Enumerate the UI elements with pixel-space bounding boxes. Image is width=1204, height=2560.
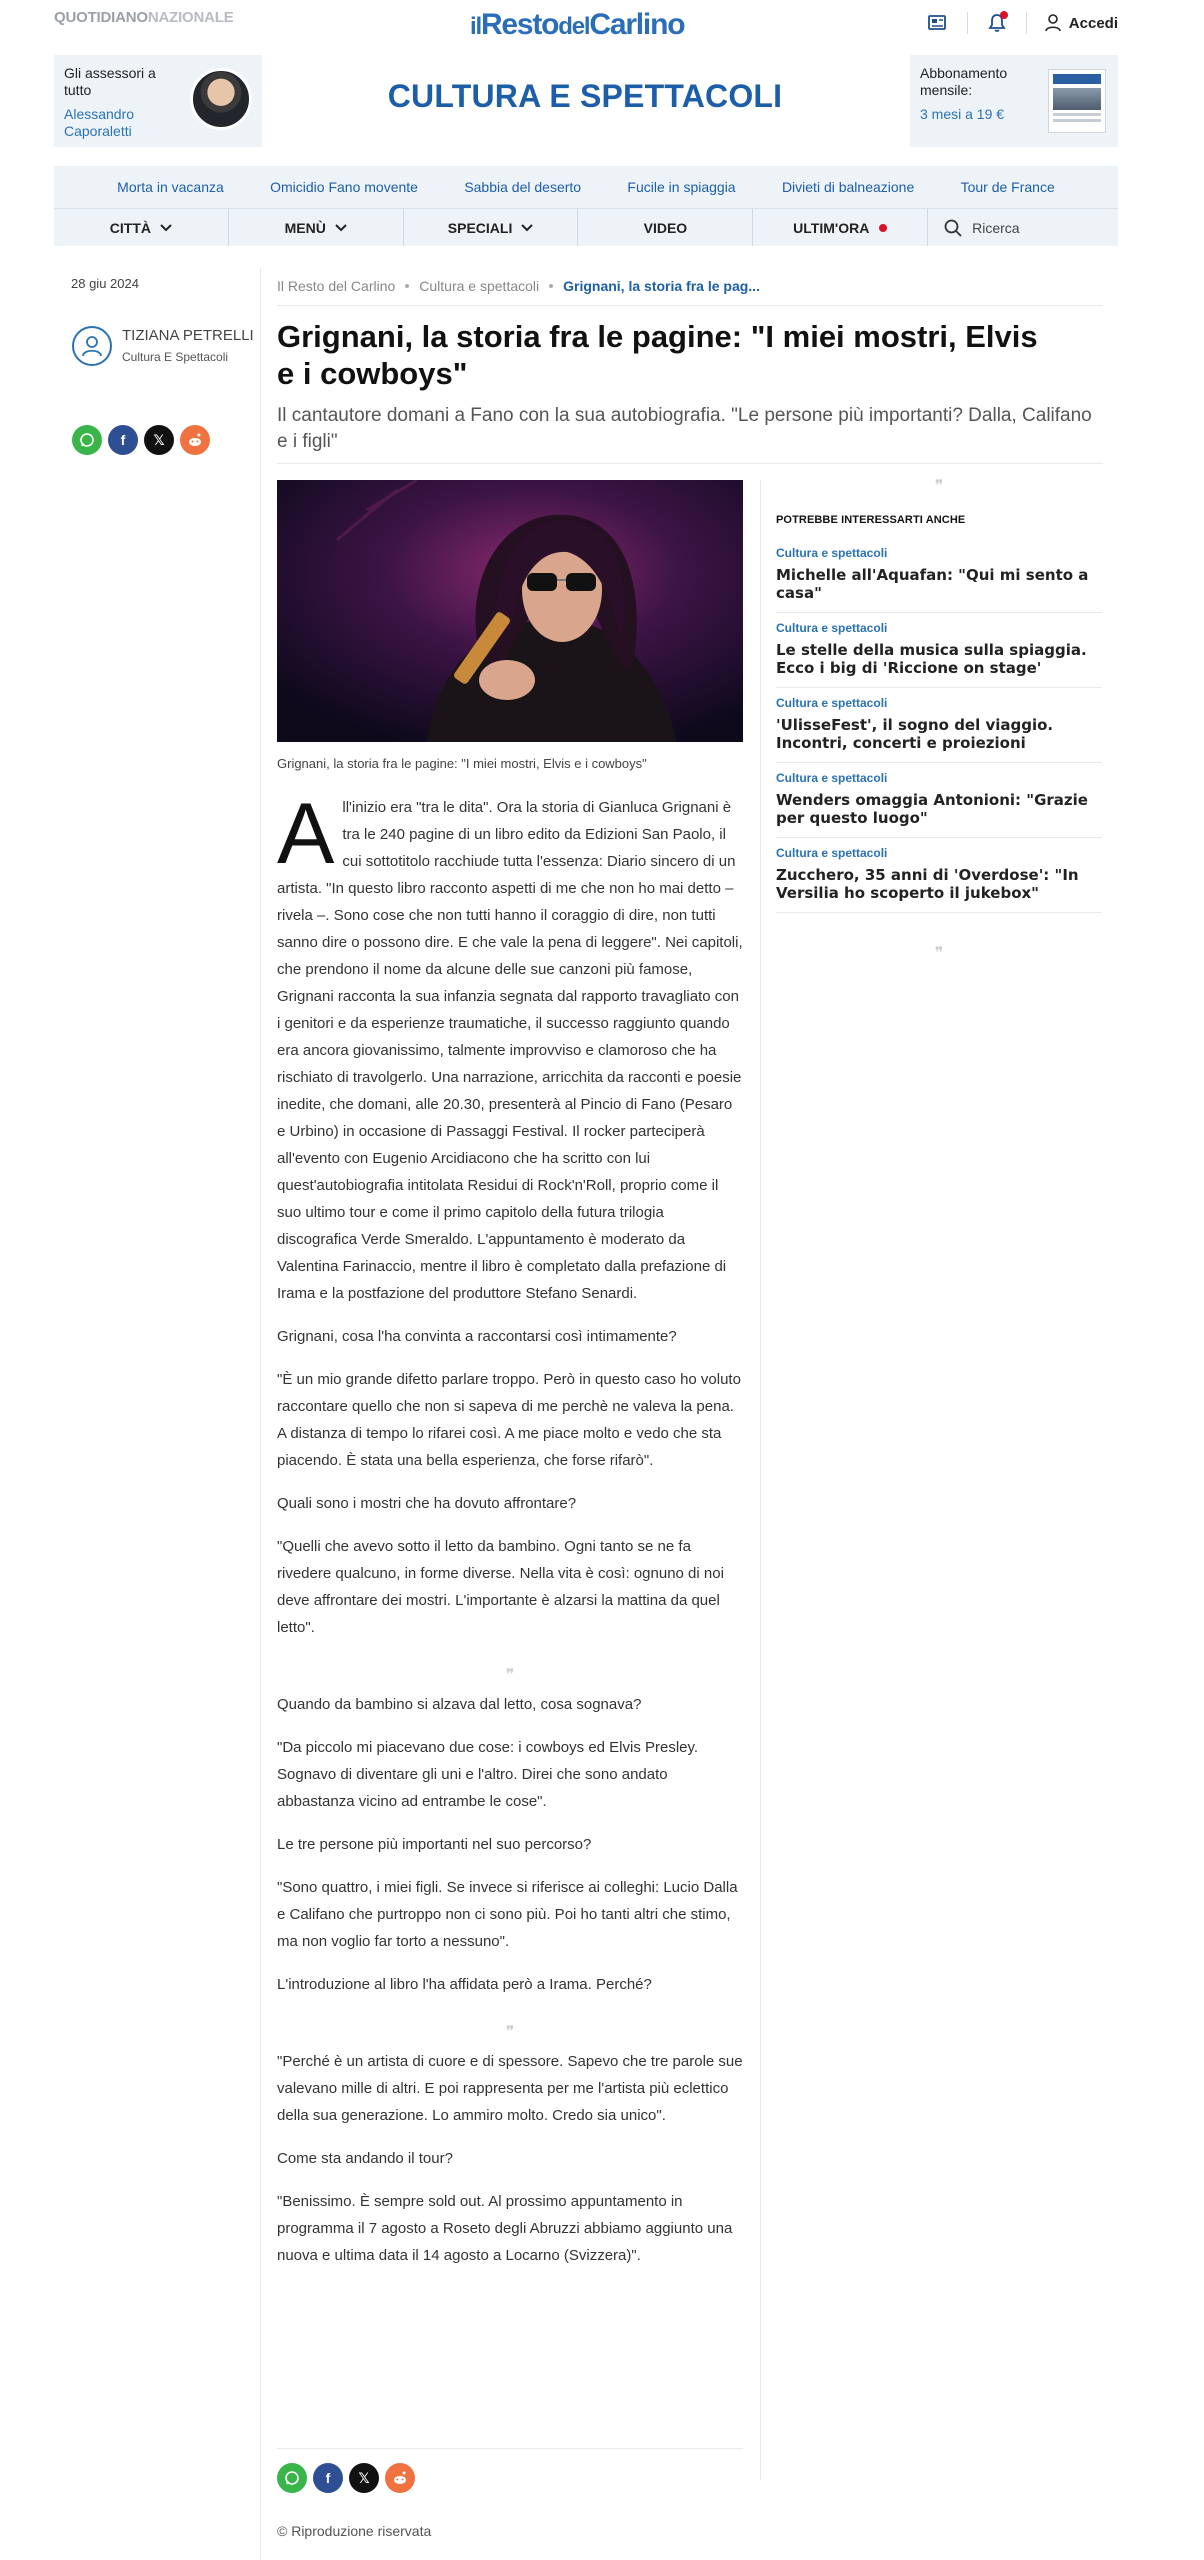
login-button[interactable]: Accedi <box>1045 14 1118 32</box>
article-headline: Grignani, la storia fra le pagine: "I miei mostri, Elvis e i cowboys" <box>277 319 1038 391</box>
ad-placeholder: ❞ <box>934 476 944 495</box>
related-article[interactable] <box>776 763 1102 838</box>
chevron-down-icon <box>160 224 172 232</box>
hot-topic-link[interactable]: Fucile in spiaggia <box>627 179 736 195</box>
reddit-icon <box>187 433 203 447</box>
related-category[interactable]: Cultura e spettacoli <box>776 771 888 785</box>
facebook-share-button[interactable] <box>313 2463 343 2493</box>
search-button[interactable]: Ricerca <box>928 209 1118 246</box>
related-sidebar <box>776 476 1102 967</box>
interview-answer: "Quelli che avevo sotto il letto da bambino. Ogni tanto se ne fa rivedere qualcuno, in forme diverse. Nella vita è così: ognuno di noi deve affrontare dei mostri. L'importante è alzarsi la mattina da quel letto". <box>277 1538 724 1636</box>
interview-question: Come sta andando il tour? <box>277 2150 453 2167</box>
related-title-link[interactable]: Zucchero, 35 anni di 'Overdose': "In Versilia ho scoperto il jukebox" <box>776 866 1079 902</box>
hot-topic-link[interactable]: Omicidio Fano movente <box>270 179 418 195</box>
related-article[interactable] <box>776 538 1102 613</box>
reddit-share-button[interactable] <box>180 425 210 455</box>
facebook-icon: f <box>120 432 126 448</box>
search-icon <box>944 219 962 237</box>
article-hero-image[interactable] <box>277 480 743 742</box>
related-category[interactable]: Cultura e spettacoli <box>776 621 888 635</box>
notification-dot <box>1000 11 1008 19</box>
related-category[interactable]: Cultura e spettacoli <box>776 846 888 860</box>
related-category[interactable]: Cultura e spettacoli <box>776 546 888 560</box>
related-article[interactable] <box>776 688 1102 763</box>
notifications-bell-icon[interactable] <box>986 12 1008 34</box>
facebook-share-button[interactable] <box>108 425 138 455</box>
nav-menu[interactable]: MENÙ <box>229 209 404 246</box>
columnist-photo <box>190 68 252 130</box>
nav-ultimora[interactable]: ULTIM'ORA <box>753 209 928 246</box>
ad-placeholder: ❞ <box>505 2021 515 2041</box>
promo-subscription[interactable]: Abbonamento mensile: 3 mesi a 19 € <box>910 55 1118 147</box>
top-bar <box>0 0 1204 46</box>
main-navigation <box>54 208 1118 246</box>
share-buttons-top <box>72 425 216 455</box>
live-dot <box>879 224 887 232</box>
article-paragraph: All'inizio era "tra le dita". Ora la storia di Gianluca Grignani è tra le 240 pagine di un libro edito da Edizioni San Paolo, il cui sottotitolo racchiude tutta l'essenza: Diario sincero di un artista. "In questo libro racconto aspetti di me che non ho mai detto – rivela –. Sono cose che non tutti hanno il coraggio di dire, non tutti sanno dire o possono dire. E che vale la pena di leggere". Nei capitoli, che prendono il nome da alcune delle sue canzoni più famose, Grignani racconta la sua infanzia segnata dal rapporto travagliato con i genitori e da esperienze traumatiche, il successo raggiunto quando era ancora giovanissimo, talmente improvviso e clamoroso che ha rischiato di travolgerlo. Una narrazione, arricchita da racconti e poesie inedite, che domani, alle 20.30, presenterà al Pincio di Fano (Pesaro e Urbino) in occasione di Passaggi Festival. Il rocker parteciperà all'evento con Eugenio Arcidiacono che ha scritto con lui quest'autobiografia intitolata Residui di Rock'n'Roll, proprio come il suo ultimo tour e come il primo capitolo della futura trilogia discografica Verde Smeraldo. L'appuntamento è moderato da Valentina Farinaccio, mentre il libro è completato dalla prefazione di Irama e la postfazione del produttore Stefano Senardi. <box>277 786 743 1302</box>
author-avatar-icon <box>72 326 112 366</box>
promo-assessori[interactable]: Gli assessori a tutto Alessandro Caporaletti <box>54 55 262 147</box>
interview-question: Quando da bambino si alzava dal letto, cosa sognava? <box>277 1696 642 1713</box>
hot-topic-link[interactable]: Morta in vacanza <box>117 179 224 195</box>
ad-placeholder: ❞ <box>934 943 944 962</box>
interview-answer: "È un mio grande difetto parlare troppo. Però in questo caso ho voluto raccontare quello che non si sapeva di me perchè ne valeva la pena. A distanza di tempo lo rifarei così. A me piace molto e vedo che sta piacendo. È stata una bella esperienza, che forse rifarò". <box>277 1371 741 1469</box>
breadcrumb <box>277 278 760 294</box>
related-title-link[interactable]: Wenders omaggia Antonioni: "Grazie per questo luogo" <box>776 791 1088 827</box>
whatsapp-share-button[interactable] <box>72 425 102 455</box>
related-title-link[interactable]: 'UlisseFest', il sogno del viaggio. Incontri, concerti e proiezioni <box>776 716 1054 752</box>
chevron-down-icon <box>521 224 533 232</box>
author-block[interactable] <box>72 326 262 366</box>
x-share-button[interactable] <box>349 2463 379 2493</box>
ad-placeholder: ❞ <box>505 1664 515 1684</box>
author-section: Cultura E Spettacoli <box>122 350 229 364</box>
interview-question: Le tre persone più importanti nel suo percorso? <box>277 1836 592 1853</box>
related-article[interactable] <box>776 838 1102 913</box>
x-share-button[interactable] <box>144 425 174 455</box>
site-logo[interactable]: ilRestodelCarlino <box>470 8 685 41</box>
facebook-icon: f <box>325 2470 331 2486</box>
author-name[interactable]: TIZIANA PETRELLI <box>122 327 254 344</box>
breadcrumb-home[interactable]: Il Resto del Carlino <box>277 278 396 294</box>
related-title-link[interactable]: Le stelle della musica sulla spiaggia. Ecco i big di 'Riccione on stage' <box>776 641 1087 677</box>
related-title: POTREBBE INTERESSARTI ANCHE <box>776 514 966 526</box>
related-article[interactable] <box>776 613 1102 688</box>
interview-answer: "Perché è un artista di cuore e di spessore. Sapevo che tre parole sue valevano mille di altri. E poi rappresenta per me l'artista più eclettico della sua generazione. Lo ammiro molto. Credo sia unico". <box>277 2053 743 2124</box>
image-caption: Grignani, la storia fra le pagine: "I miei mostri, Elvis e i cowboys" <box>277 756 647 771</box>
newspaper-icon[interactable] <box>927 12 949 34</box>
reddit-share-button[interactable] <box>385 2463 415 2493</box>
quotidiano-nazionale-brand[interactable]: QUOTIDIANONAZIONALE <box>54 9 234 26</box>
user-icon <box>1045 14 1061 32</box>
interview-answer: "Da piccolo mi piacevano due cose: i cowboys ed Elvis Presley. Sognavo di diventare gli uni e l'altro. Direi che sono andato abbastanza vicino ad entrambe le cose". <box>277 1739 699 1810</box>
interview-answer: "Sono quattro, i miei figli. Se invece si riferisce ai colleghi: Lucio Dalla e Califano che purtroppo non ci sono più. Poi ho tanti altri che stimo, ma non voglio far torto a nessuno". <box>277 1879 738 1950</box>
related-title-link[interactable]: Michelle all'Aquafan: "Qui mi sento a casa" <box>776 566 1089 602</box>
hot-topic-link[interactable]: Divieti di balneazione <box>781 179 915 195</box>
copyright-notice: © Riproduzione riservata <box>277 2523 432 2539</box>
nav-speciali[interactable]: SPECIALI <box>404 209 579 246</box>
interview-question: Grignani, cosa l'ha convinta a raccontarsi così intimamente? <box>277 1328 677 1345</box>
hot-topic-link[interactable]: Tour de France <box>960 179 1055 195</box>
interview-question: Quali sono i mostri che ha dovuto affrontare? <box>277 1495 577 1512</box>
article-subtitle: Il cantautore domani a Fano con la sua autobiografia. "Le persone più importanti? Dalla, Califano e i figli" <box>277 405 1092 452</box>
breadcrumb-current: Grignani, la storia fra le pag... <box>563 278 760 294</box>
section-title[interactable]: CULTURA E SPETTACOLI <box>387 78 783 114</box>
interview-question: L'introduzione al libro l'ha affidata però a Irama. Perché? <box>277 1976 652 1993</box>
article-body <box>277 786 743 2285</box>
interview-answer: "Benissimo. È sempre sold out. Al prossimo appuntamento in programma il 7 agosto a Roseto degli Abruzzi abbiamo aggiunto una nuova e ultima data il 14 agosto a Locarno (Svizzera)". <box>277 2193 733 2264</box>
chevron-down-icon <box>335 224 347 232</box>
publish-date: 28 giu 2024 <box>71 276 139 291</box>
hot-topics-bar <box>54 166 1118 208</box>
drop-cap: A <box>277 786 335 882</box>
nav-citta[interactable]: CITTÀ <box>54 209 229 246</box>
whatsapp-icon <box>79 432 95 448</box>
related-category[interactable]: Cultura e spettacoli <box>776 696 888 710</box>
whatsapp-icon <box>284 2470 300 2486</box>
hot-topic-link[interactable]: Sabbia del deserto <box>464 179 582 195</box>
reddit-icon <box>392 2471 408 2485</box>
breadcrumb-section[interactable]: Cultura e spettacoli <box>419 278 540 294</box>
whatsapp-share-button[interactable] <box>277 2463 307 2493</box>
x-icon: 𝕏 <box>153 431 165 448</box>
newspaper-cover-image <box>1048 69 1106 133</box>
share-buttons-bottom <box>277 2463 421 2493</box>
x-icon: 𝕏 <box>358 2469 370 2486</box>
nav-video[interactable]: VIDEO <box>578 209 753 246</box>
